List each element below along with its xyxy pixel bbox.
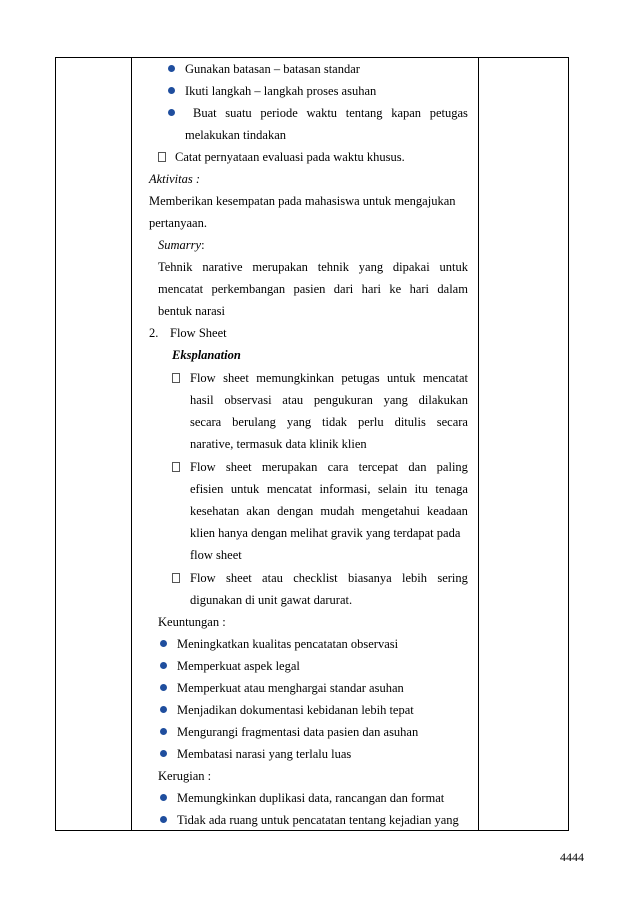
flow-item-2-line-3: kesehatan akan dengan mudah mengetahui keadaan: [190, 504, 468, 518]
keuntungan-item-2: Memperkuat aspek legal: [177, 659, 300, 673]
checkbox-icon: [172, 462, 180, 472]
bullet-icon: [160, 640, 167, 647]
bullet-icon: [160, 662, 167, 669]
summary-heading: [158, 237, 205, 253]
keuntungan-item-5: Mengurangi fragmentasi data pasien dan asuhan: [177, 725, 419, 739]
summary-label: Sumarry: [158, 238, 202, 252]
summary-text-1: Tehnik narative merupakan tehnik yang dipakai untuk: [158, 260, 468, 274]
eksplanation-label: Eksplanation: [172, 348, 241, 362]
keuntungan-item-6: Membatasi narasi yang terlalu luas: [177, 747, 352, 761]
section2-number: 2.: [149, 326, 159, 340]
summary-colon: :: [201, 238, 205, 252]
keuntungan-item-4: Menjadikan dokumentasi kebidanan lebih tepat: [177, 703, 414, 717]
column-divider-1: [131, 58, 132, 830]
flow-item-1-line-1: Flow sheet memungkinkan petugas untuk mencatat: [190, 371, 468, 385]
keuntungan-label: Keuntungan :: [158, 615, 226, 629]
top-bullet-3: Buat suatu periode waktu tentang kapan petugas: [193, 106, 468, 120]
aktivitas-label: Aktivitas :: [149, 172, 201, 186]
flow-item-2-line-4: klien hanya dengan melihat gravik yang terdapat pada: [190, 526, 461, 540]
bullet-icon: [160, 794, 167, 801]
column-divider-2: [478, 58, 479, 830]
flow-item-3-line-1: Flow sheet atau checklist biasanya lebih sering: [190, 571, 468, 585]
flow-item-2-line-5: flow sheet: [190, 548, 242, 562]
bullet-icon: [160, 684, 167, 691]
summary-text-3: bentuk narasi: [158, 304, 225, 318]
flow-item-2-line-1: Flow sheet merupakan cara tercepat dan paling: [190, 460, 468, 474]
top-bullet-2: Ikuti langkah – langkah proses asuhan: [185, 84, 377, 98]
bullet-icon: [160, 816, 167, 823]
keuntungan-item-3: Memperkuat atau menghargai standar asuhan: [177, 681, 404, 695]
flow-item-1-line-4: narative, termasuk data klinik klien: [190, 437, 367, 451]
bullet-icon: [160, 750, 167, 757]
flow-item-3-line-2: digunakan di unit gawat darurat.: [190, 593, 353, 607]
summary-text-2: mencatat perkembangan pasien dari hari ke hari dalam: [158, 282, 468, 296]
kerugian-item-2: Tidak ada ruang untuk pencatatan tentang kejadian yang: [177, 813, 459, 827]
flow-item-2-line-2: efisien untuk mencatat informasi, selain itu tenaga: [190, 482, 468, 496]
flow-item-1-line-2: hasil observasi atau pengukuran yang dilakukan: [190, 393, 468, 407]
bullet-icon: [168, 109, 175, 116]
checkbox-icon: [172, 573, 180, 583]
keuntungan-item-1: Meningkatkan kualitas pencatatan observasi: [177, 637, 399, 651]
checkbox-icon: [158, 152, 166, 162]
kerugian-label: Kerugian :: [158, 769, 212, 783]
page-number: 4444: [560, 850, 584, 864]
kerugian-item-1: Memungkinkan duplikasi data, rancangan dan format: [177, 791, 445, 805]
top-bullet-3-continued: melakukan tindakan: [185, 128, 287, 142]
aktivitas-text-1: Memberikan kesempatan pada mahasiswa untuk mengajukan: [149, 194, 456, 208]
flow-item-1-line-3: secara berulang yang tidak perlu ditulis secara: [190, 415, 468, 429]
bullet-icon: [168, 87, 175, 94]
bullet-icon: [168, 65, 175, 72]
section2-title: Flow Sheet: [170, 326, 227, 340]
bullet-icon: [160, 728, 167, 735]
aktivitas-text-2: pertanyaan.: [149, 216, 207, 230]
top-bullet-1: Gunakan batasan – batasan standar: [185, 62, 360, 76]
bullet-icon: [160, 706, 167, 713]
checkbox-icon: [172, 373, 180, 383]
box-item-evaluasi: Catat pernyataan evaluasi pada waktu khusus.: [175, 150, 405, 164]
